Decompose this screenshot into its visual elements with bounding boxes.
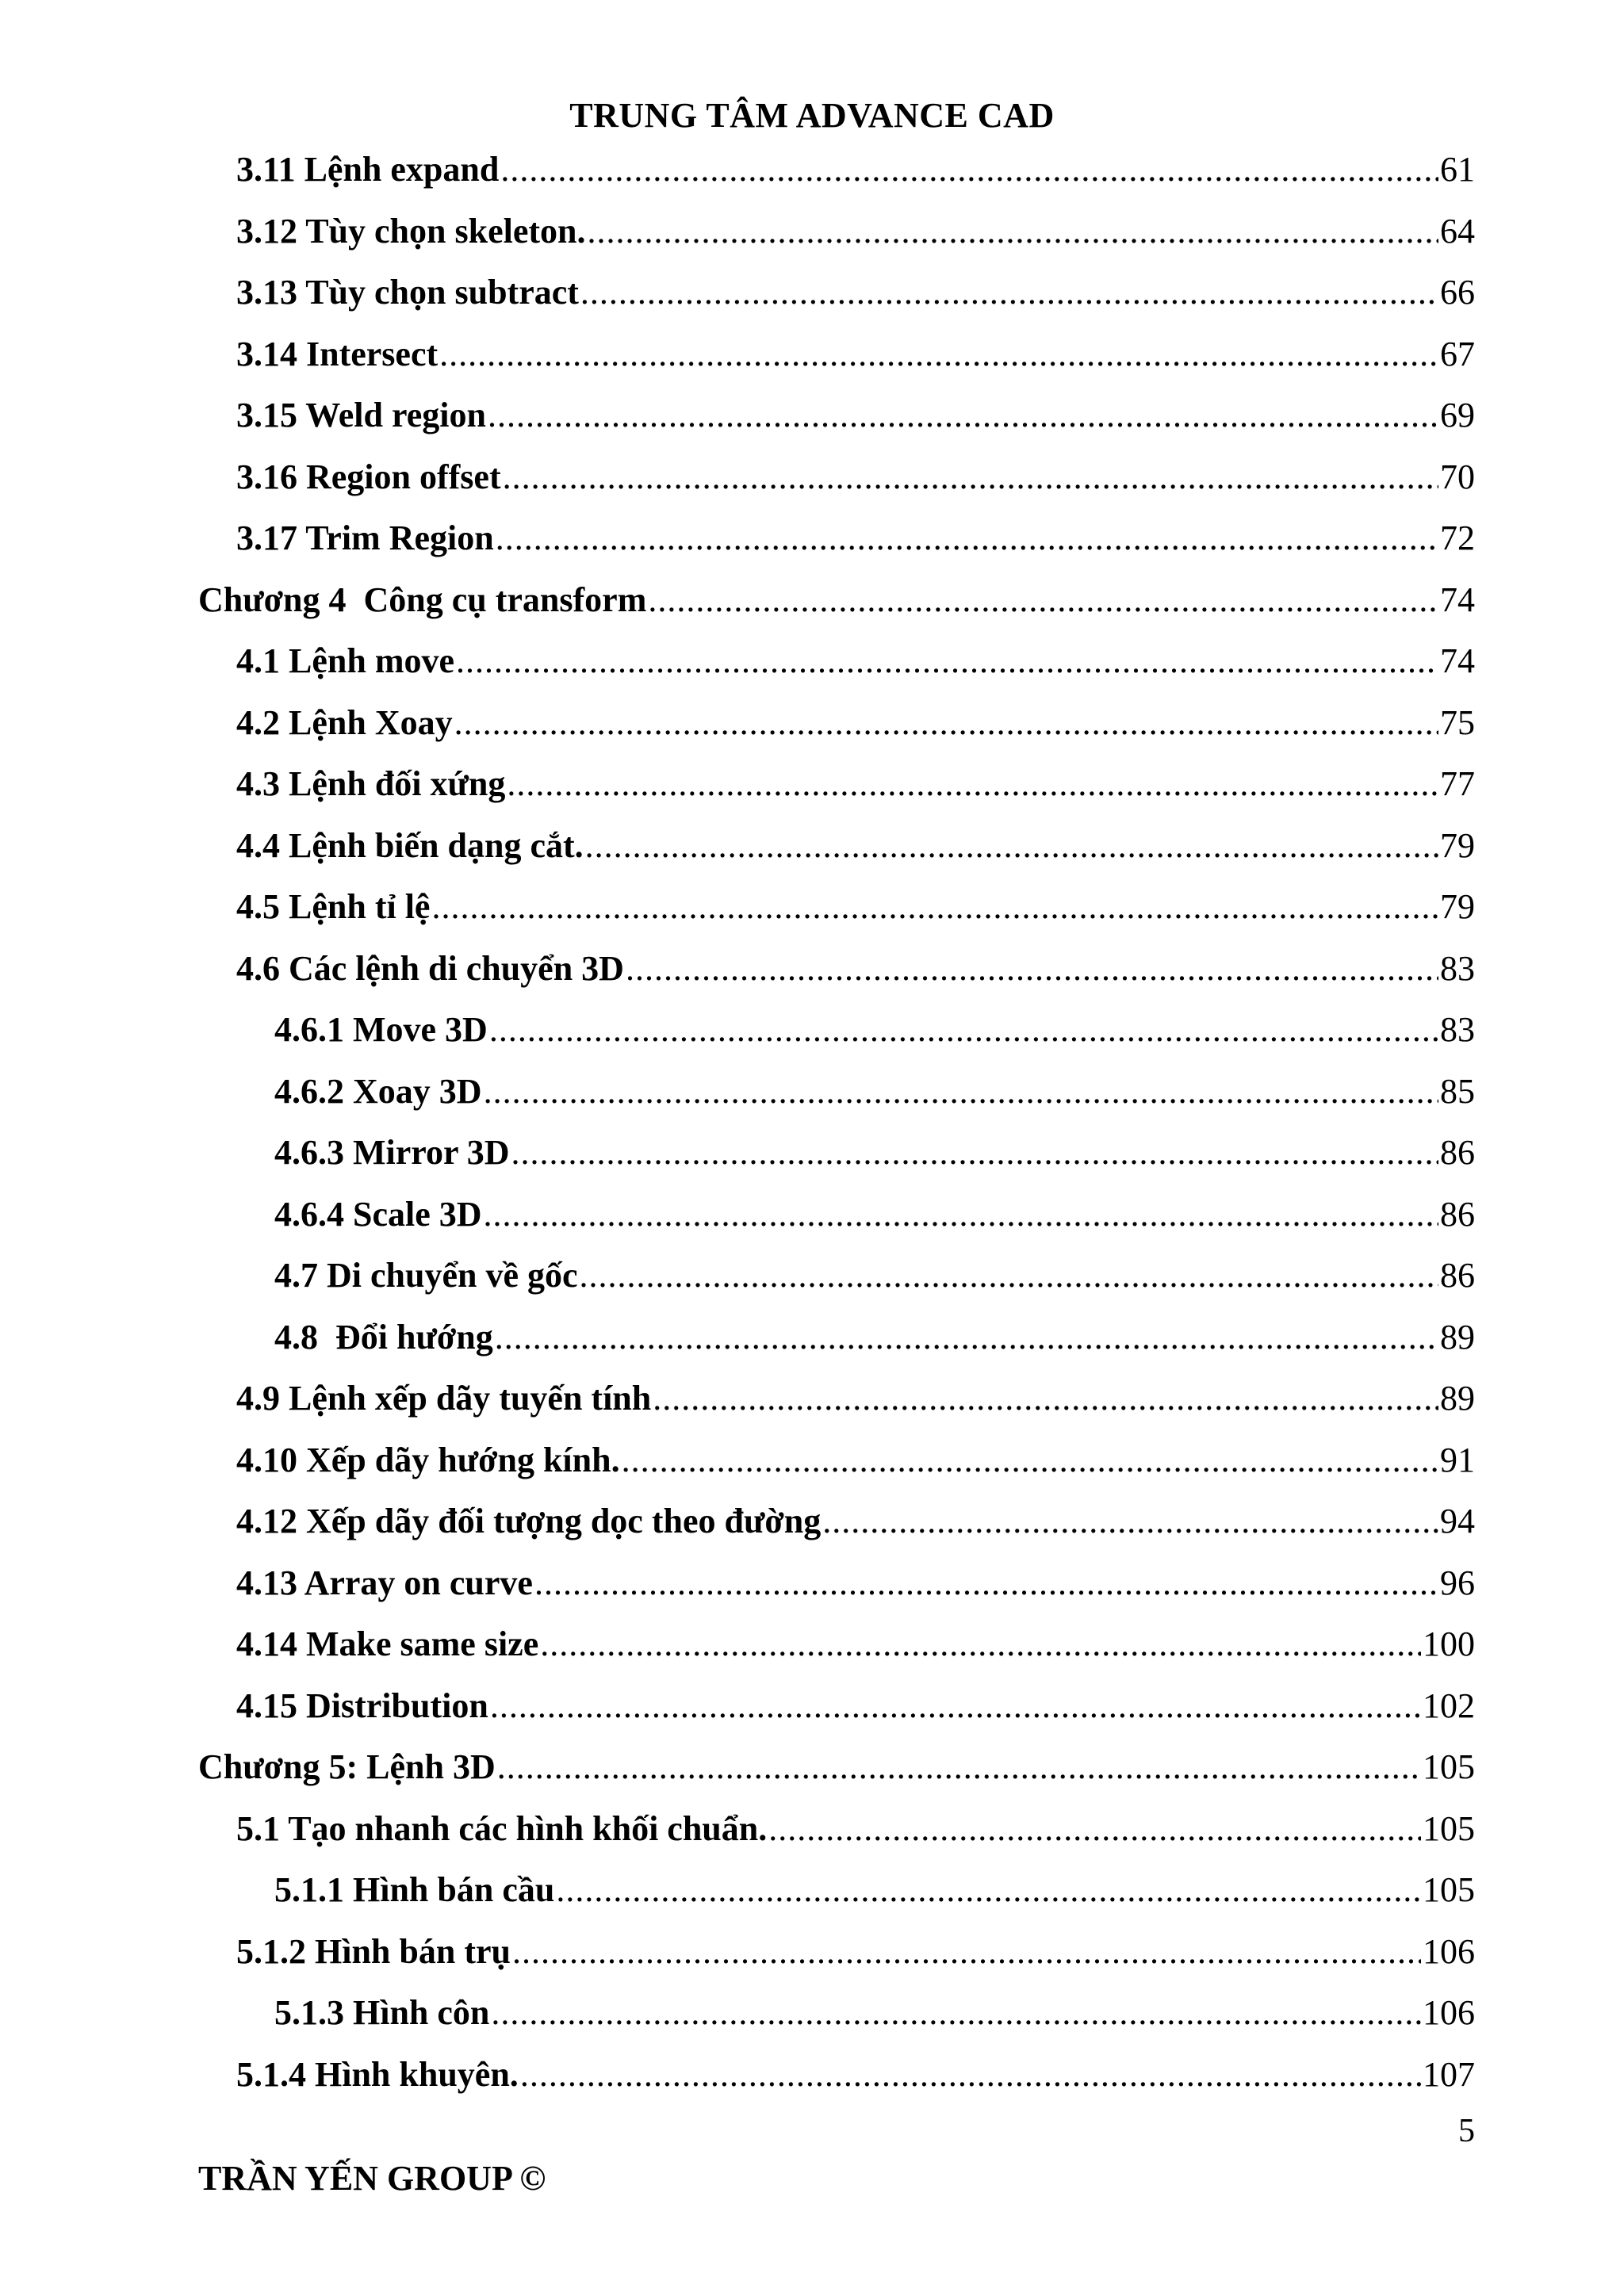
toc-entry-page: 74	[1440, 580, 1475, 619]
toc-dot-leader	[454, 702, 1438, 743]
toc-entry-label: 3.13 Tùy chọn subtract	[236, 273, 579, 312]
toc-entry[interactable]	[236, 1378, 1475, 1425]
toc-dot-leader	[456, 641, 1438, 681]
toc-entry-label: 5.1.1 Hình bán cầu	[274, 1870, 555, 1909]
toc-entry-page: 61	[1440, 150, 1475, 189]
toc-entry-label: 5.1.4 Hình khuyên.	[236, 2054, 519, 2094]
toc-entry-label: 5.1.2 Hình bán trụ	[236, 1931, 511, 1971]
toc-entry-page: 106	[1423, 1993, 1475, 2032]
toc-entry-page: 67	[1440, 334, 1475, 373]
toc-dot-leader	[580, 272, 1438, 312]
toc-entry-label: 4.15 Distribution	[236, 1686, 488, 1725]
toc-entry[interactable]	[274, 1071, 1475, 1119]
toc-entry-label: 4.10 Xếp dãy hướng kính.	[236, 1440, 620, 1479]
toc-entry[interactable]	[198, 580, 1475, 627]
toc-entry-page: 83	[1440, 1010, 1475, 1049]
toc-dot-leader	[653, 1378, 1438, 1418]
toc-dot-leader	[588, 211, 1439, 251]
toc-entry[interactable]	[236, 1808, 1475, 1856]
toc-dot-leader	[496, 518, 1438, 558]
toc-entry[interactable]	[274, 1255, 1475, 1303]
toc-entry[interactable]	[236, 1931, 1475, 1979]
toc-entry-page: 69	[1440, 396, 1475, 434]
toc-entry[interactable]	[236, 2054, 1475, 2102]
toc-entry-label: 3.12 Tùy chọn skeleton.	[236, 211, 586, 251]
toc-dot-leader	[439, 334, 1438, 374]
toc-dot-leader	[540, 1624, 1421, 1664]
toc-entry[interactable]	[236, 825, 1475, 873]
page-header-title: TRUNG TÂM ADVANCE CAD	[569, 96, 1055, 135]
toc-entry[interactable]	[236, 763, 1475, 811]
toc-entry-label: 4.2 Lệnh Xoay	[236, 702, 453, 742]
toc-entry-page: 70	[1440, 457, 1475, 496]
toc-dot-leader	[822, 1501, 1438, 1541]
toc-dot-leader	[484, 1194, 1438, 1234]
toc-entry[interactable]	[236, 334, 1475, 381]
toc-dot-leader	[626, 948, 1438, 989]
toc-entry-label: 3.17 Trim Region	[236, 519, 494, 557]
toc-entry[interactable]	[236, 948, 1475, 996]
toc-dot-leader	[580, 1255, 1438, 1295]
toc-entry-page: 100	[1423, 1624, 1475, 1663]
toc-entry-label: 3.16 Region offset	[236, 457, 501, 496]
toc-entry-label: Chương 4 Công cụ transform	[198, 580, 647, 619]
toc-dot-leader	[431, 886, 1438, 927]
toc-dot-leader	[503, 457, 1438, 497]
toc-entry-page: 105	[1423, 1870, 1475, 1909]
toc-entry[interactable]	[236, 1440, 1475, 1487]
toc-dot-leader	[491, 1992, 1421, 2033]
toc-entry-label: 5.1 Tạo nhanh các hình khối chuẩn.	[236, 1808, 768, 1848]
toc-entry-label: 5.1.3 Hình côn	[274, 1993, 490, 2032]
toc-entry[interactable]	[236, 149, 1475, 197]
toc-entry-page: 77	[1440, 764, 1475, 803]
toc-entry-label: 4.6 Các lệnh di chuyển 3D	[236, 948, 624, 988]
toc-entry-page: 86	[1440, 1133, 1475, 1172]
toc-entry-page: 105	[1423, 1808, 1475, 1848]
toc-entry-label: 4.9 Lệnh xếp dãy tuyến tính	[236, 1379, 652, 1418]
toc-dot-leader	[484, 1071, 1438, 1112]
toc-entry-page: 79	[1440, 887, 1475, 926]
toc-dot-leader	[648, 580, 1438, 620]
toc-dot-leader	[490, 1686, 1421, 1726]
toc-entry-page: 79	[1440, 825, 1475, 865]
toc-entry-page: 94	[1440, 1502, 1475, 1540]
toc-dot-leader	[585, 825, 1438, 866]
toc-dot-leader	[622, 1440, 1438, 1480]
toc-entry-page: 105	[1423, 1747, 1475, 1786]
toc-entry-label: 4.6.1 Move 3D	[274, 1010, 488, 1049]
toc-dot-leader	[500, 149, 1438, 189]
toc-entry[interactable]	[236, 395, 1475, 442]
toc-entry-label: 4.6.2 Xoay 3D	[274, 1071, 482, 1111]
toc-entry[interactable]	[236, 1686, 1475, 1733]
toc-entry[interactable]	[274, 1194, 1475, 1242]
toc-entry-label: 4.5 Lệnh tỉ lệ	[236, 887, 431, 926]
toc-entry[interactable]	[274, 1317, 1475, 1364]
toc-entry[interactable]	[236, 211, 1475, 258]
toc-dot-leader	[511, 1132, 1438, 1173]
toc-entry-label: 3.14 Intersect	[236, 334, 439, 373]
toc-entry-label: 4.6.3 Mirror 3D	[274, 1133, 510, 1172]
page-number: 5	[1458, 2113, 1475, 2149]
toc-entry[interactable]	[236, 1563, 1475, 1610]
toc-dot-leader	[507, 763, 1438, 804]
toc-entry[interactable]	[236, 641, 1475, 688]
toc-entry-page: 72	[1440, 519, 1475, 557]
toc-entry-page: 89	[1440, 1379, 1475, 1418]
toc-dot-leader	[556, 1869, 1421, 1910]
toc-entry[interactable]	[236, 272, 1475, 320]
toc-entry[interactable]	[236, 457, 1475, 504]
toc-entry-label: 4.6.4 Scale 3D	[274, 1194, 482, 1234]
toc-entry-label: 4.12 Xếp dãy đối tượng dọc theo đường	[236, 1502, 822, 1540]
toc-entry-page: 66	[1440, 273, 1475, 312]
footer-copyright: TRẦN YẾN GROUP ©	[198, 2159, 546, 2198]
toc-entry-label: 4.7 Di chuyển về gốc	[274, 1256, 578, 1295]
toc-entry-label: 4.4 Lệnh biến dạng cắt.	[236, 825, 584, 865]
toc-entry-page: 64	[1440, 211, 1475, 251]
toc-entry-page: 106	[1423, 1931, 1475, 1971]
toc-entry-page: 89	[1440, 1317, 1475, 1357]
toc-entry[interactable]	[274, 1869, 1475, 1917]
toc-dot-leader	[488, 395, 1438, 435]
toc-entry[interactable]	[236, 1624, 1475, 1671]
toc-entry-page: 86	[1440, 1194, 1475, 1234]
toc-entry[interactable]	[236, 518, 1475, 565]
toc-entry-label: 4.8 Đổi hướng	[274, 1317, 493, 1357]
toc-dot-leader	[495, 1317, 1438, 1357]
toc-entry-label: 4.13 Array on curve	[236, 1563, 533, 1602]
toc-dot-leader	[768, 1808, 1421, 1849]
toc-entry-page: 85	[1440, 1071, 1475, 1111]
toc-dot-leader	[489, 1009, 1438, 1050]
toc-entry-page: 75	[1440, 702, 1475, 742]
toc-entry[interactable]	[236, 1501, 1475, 1548]
toc-entry[interactable]	[274, 1009, 1475, 1057]
toc-entry-page: 91	[1440, 1440, 1475, 1479]
toc-entry[interactable]	[274, 1132, 1475, 1180]
toc-entry-page: 83	[1440, 948, 1475, 988]
toc-entry-page: 107	[1423, 2054, 1475, 2094]
toc-entry-label: 3.11 Lệnh expand	[236, 150, 500, 189]
toc-entry-page: 96	[1440, 1563, 1475, 1602]
toc-entry-page: 86	[1440, 1256, 1475, 1295]
toc-entry[interactable]	[236, 702, 1475, 750]
toc-entry[interactable]	[198, 1747, 1475, 1794]
toc-entry-page: 74	[1440, 641, 1475, 680]
toc-dot-leader	[520, 2054, 1421, 2095]
toc-entry-label: 4.14 Make same size	[236, 1624, 539, 1663]
toc-dot-leader	[497, 1747, 1421, 1787]
toc-entry-label: Chương 5: Lệnh 3D	[198, 1747, 496, 1786]
toc-entry-label: 3.15 Weld region	[236, 396, 486, 434]
toc-entry-label: 4.3 Lệnh đối xứng	[236, 764, 506, 803]
toc-entry-page: 102	[1423, 1686, 1475, 1725]
toc-entry[interactable]	[236, 886, 1475, 934]
toc-dot-leader	[512, 1931, 1421, 1972]
toc-entry-label: 4.1 Lệnh move	[236, 641, 454, 680]
toc-dot-leader	[534, 1563, 1438, 1603]
toc-entry[interactable]	[274, 1992, 1475, 2040]
